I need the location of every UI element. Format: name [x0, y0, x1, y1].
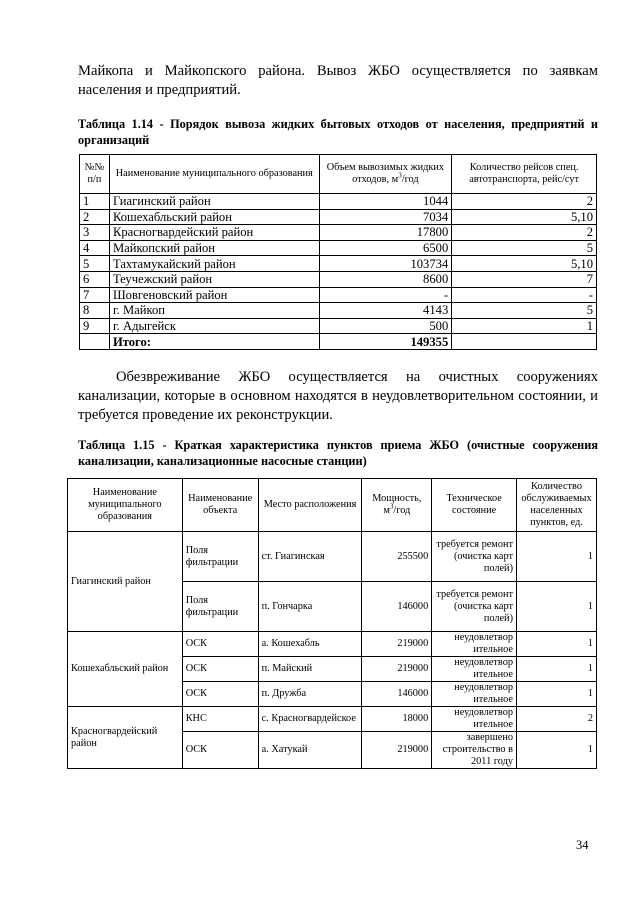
header-muni: Наименование муниципального образования: [68, 479, 183, 532]
row-state: неудовлетвор ительное: [432, 632, 517, 657]
total-label: Итого:: [109, 334, 319, 350]
table-1-15-body: [68, 532, 597, 769]
row-capacity: 146000: [362, 582, 432, 632]
row-capacity: 219000: [362, 632, 432, 657]
table-row: [80, 271, 597, 287]
row-name: Гиагинский район: [109, 194, 319, 210]
header-volume: Объем вывозимых жидких отходов, $м^3$/год: [319, 155, 452, 194]
header-location: Место расположения: [258, 479, 362, 532]
row-state: неудовлетвор ительное: [432, 682, 517, 707]
table-row: [68, 632, 597, 657]
table-1-14-caption: Таблица 1.14 - Порядок вывоза жидких бытовых отходов от населения, предприятий и организаций: [78, 117, 598, 147]
row-trips: 5,10: [452, 209, 597, 225]
row-object: Поля фильтрации: [182, 532, 258, 582]
row-location: п. Дружба: [258, 682, 362, 707]
row-capacity: 219000: [362, 657, 432, 682]
page-number: 34: [576, 838, 589, 852]
row-trips: 5: [452, 240, 597, 256]
table-row: [80, 256, 597, 272]
header-object: Наименование объекта: [182, 479, 258, 532]
row-name: Теучежский район: [109, 271, 319, 287]
row-settlements: 2: [517, 707, 597, 732]
table-1-14: [79, 154, 597, 350]
header-capacity: Мощность, $м^3$/год: [362, 479, 432, 532]
table-1-14-body: [80, 194, 597, 350]
middle-paragraph: Обезвреживание ЖБО осуществляется на очистных сооружениях канализации, которые в основном находятся в неудовлетворительном состоянии, и требуется проведение их реконструкции.: [78, 369, 598, 423]
header-num: №№ п/п: [80, 155, 110, 194]
row-settlements: 1: [517, 732, 597, 769]
intro-paragraph: Майкопа и Майкопского района. Вывоз ЖБО осуществляется по заявкам населения и предприятий.: [78, 63, 598, 98]
row-object: ОСК: [182, 657, 258, 682]
row-capacity: 219000: [362, 732, 432, 769]
table-row: [68, 532, 597, 582]
row-trips: 2: [452, 225, 597, 241]
row-name: Майкопский район: [109, 240, 319, 256]
row-num: 6: [80, 271, 110, 287]
row-name: г. Майкоп: [109, 303, 319, 319]
row-muni: Гиагинский район: [68, 532, 183, 632]
row-object: ОСК: [182, 632, 258, 657]
row-volume: 4143: [319, 303, 452, 319]
row-volume: 17800: [319, 225, 452, 241]
row-num: 5: [80, 256, 110, 272]
total-volume: 149355: [319, 334, 452, 350]
row-muni: Красногвардейский район: [68, 707, 183, 769]
row-capacity: 18000: [362, 707, 432, 732]
row-num: 1: [80, 194, 110, 210]
row-capacity: 146000: [362, 682, 432, 707]
table-row: [80, 240, 597, 256]
row-volume: 500: [319, 318, 452, 334]
row-location: с. Красногвардейское: [258, 707, 362, 732]
row-object: Поля фильтрации: [182, 582, 258, 632]
row-name: Тахтамукайский район: [109, 256, 319, 272]
row-settlements: 1: [517, 532, 597, 582]
table-row: [80, 303, 597, 319]
row-num: 3: [80, 225, 110, 241]
total-row: [80, 334, 597, 350]
header-state: Техническое состояние: [432, 479, 517, 532]
row-muni: Кошехабльский район: [68, 632, 183, 707]
row-trips: 5: [452, 303, 597, 319]
header-name: Наименование муниципального образования: [109, 155, 319, 194]
row-volume: -: [319, 287, 452, 303]
row-state: неудовлетвор ительное: [432, 657, 517, 682]
row-state: неудовлетвор ительное: [432, 707, 517, 732]
row-volume: 6500: [319, 240, 452, 256]
total-num: [80, 334, 110, 350]
row-name: Шовгеновский район: [109, 287, 319, 303]
row-settlements: 1: [517, 632, 597, 657]
row-settlements: 1: [517, 682, 597, 707]
row-object: ОСК: [182, 682, 258, 707]
row-name: Красногвардейский район: [109, 225, 319, 241]
row-num: 2: [80, 209, 110, 225]
header-settlements: Количество обслуживаемых населенных пунктов, ед.: [517, 479, 597, 532]
row-volume: 8600: [319, 271, 452, 287]
table-1-15: [67, 478, 597, 769]
row-location: а. Кошехабль: [258, 632, 362, 657]
row-trips: 1: [452, 318, 597, 334]
row-state: требуется ремонт (очистка карт полей): [432, 532, 517, 582]
row-num: 7: [80, 287, 110, 303]
header-trips: Количество рейсов спец. автотранспорта, рейс/сут: [452, 155, 597, 194]
row-trips: 7: [452, 271, 597, 287]
row-name: Кошехабльский район: [109, 209, 319, 225]
row-object: ОСК: [182, 732, 258, 769]
row-state: требуется ремонт (очистка карт полей): [432, 582, 517, 632]
table-1-15-caption: Таблица 1.15 - Краткая характеристика пунктов приема ЖБО (очистные сооружения канализации, канализационные насосные станции): [78, 438, 598, 468]
table-row: [80, 209, 597, 225]
table-row: [80, 287, 597, 303]
row-location: п. Майский: [258, 657, 362, 682]
row-volume: 1044: [319, 194, 452, 210]
row-num: 4: [80, 240, 110, 256]
row-trips: -: [452, 287, 597, 303]
row-settlements: 1: [517, 582, 597, 632]
table-row: [68, 707, 597, 732]
row-trips: 5,10: [452, 256, 597, 272]
row-num: 8: [80, 303, 110, 319]
row-capacity: 255500: [362, 532, 432, 582]
row-location: а. Хатукай: [258, 732, 362, 769]
row-state: завершено строительство в 2011 году: [432, 732, 517, 769]
row-trips: 2: [452, 194, 597, 210]
row-name: г. Адыгейск: [109, 318, 319, 334]
row-location: п. Гончарка: [258, 582, 362, 632]
row-settlements: 1: [517, 657, 597, 682]
table-row: [80, 318, 597, 334]
table-row: [80, 194, 597, 210]
row-location: ст. Гиагинская: [258, 532, 362, 582]
table-row: [80, 225, 597, 241]
row-object: КНС: [182, 707, 258, 732]
row-volume: 103734: [319, 256, 452, 272]
row-num: 9: [80, 318, 110, 334]
total-trips: [452, 334, 597, 350]
row-volume: 7034: [319, 209, 452, 225]
